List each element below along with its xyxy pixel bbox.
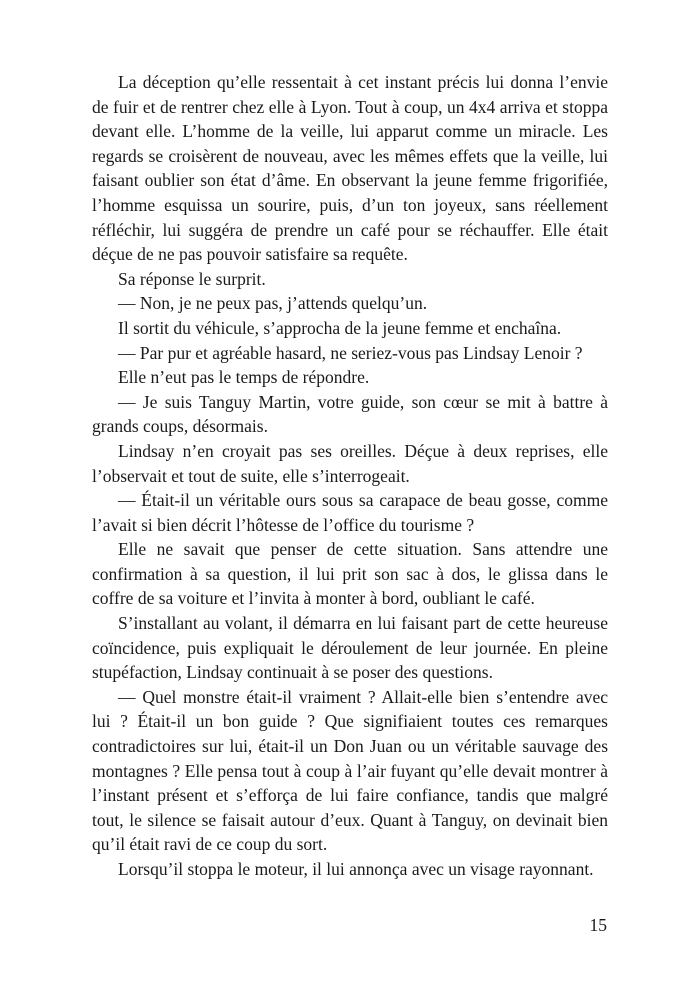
paragraph-3: — Non, je ne peux pas, j’attends quelqu’un. <box>118 293 428 314</box>
paragraph-8: Lindsay n’en croyait pas ses oreilles. Déçue à deux reprises, elle l’observait et tout de suite, elle s’interrogeait. <box>92 440 608 486</box>
paragraph-13: Lorsqu’il stoppa le moteur, il lui annonça avec un visage rayonnant. <box>118 859 594 879</box>
book-page-text <box>92 70 608 882</box>
paragraph-4: Il sortit du véhicule, s’approcha de la jeune femme et enchaîna. <box>118 317 562 338</box>
paragraph-5: — Par pur et agréable hasard, ne seriez-vous pas Lindsay Lenoir ? <box>118 342 583 363</box>
paragraph-7: — Je suis Tanguy Martin, votre guide, son cœur se mit à battre à grands coups, désormais. <box>92 391 608 437</box>
paragraph-11: S’installant au volant, il démarra en lui faisant part de cette heureuse coïncidence, puis expliquait le déroulement de leur journée. En pleine stupéfaction, Lindsay continuait à se poser des questions. <box>92 613 608 683</box>
paragraph-2: Sa réponse le surprit. <box>118 268 266 289</box>
paragraph-12: — Quel monstre était-il vraiment ? Allait-elle bien s’entendre avec lui ? Était-il un bon guide ? Que signifiaient toutes ces remarques contradictoires sur lui, était-il un Don Juan ou un véritable sauvage des montagnes ? Elle pensa tout à coup à l’air fuyant qu’elle devait montrer à l’instant présent et s’efforça de lui faire confiance, tandis que malgré tout, le silence se faisait autour d’eux. Quant à Tanguy, on devinait bien qu’il était ravi de ce coup du sort. <box>92 686 608 855</box>
page-number: 15 <box>589 915 607 935</box>
paragraph-6: Elle n’eut pas le temps de répondre. <box>118 367 370 388</box>
paragraph-9: — Était-il un véritable ours sous sa carapace de beau gosse, comme l’avait si bien décrit l’hôtesse de l’office du tourisme ? <box>92 490 608 535</box>
paragraph-10: Elle ne savait que penser de cette situation. Sans attendre une confirmation à sa question, il lui prit son sac à dos, le glissa dans le coffre de sa voiture et l’invita à monter à bord, oubliant le café. <box>92 539 608 609</box>
paragraph-1: La déception qu’elle ressentait à cet instant précis lui donna l’envie de fuir et de rentrer chez elle à Lyon. Tout à coup, un 4x4 arriva et stoppa devant elle. L’homme de la veille, lui apparut comme un miracle. Les regards se croisèrent de nouveau, avec les mêmes effets que la veille, lui faisant oublier son état d’âme. En observant la jeune femme frigorifiée, l’homme esquissa un sourire, puis, d’un ton joyeux, sans réellement réfléchir, lui suggéra de prendre un café pour se réchauffer. Elle était déçue de ne pas pouvoir satisfaire sa requête. <box>92 72 608 265</box>
